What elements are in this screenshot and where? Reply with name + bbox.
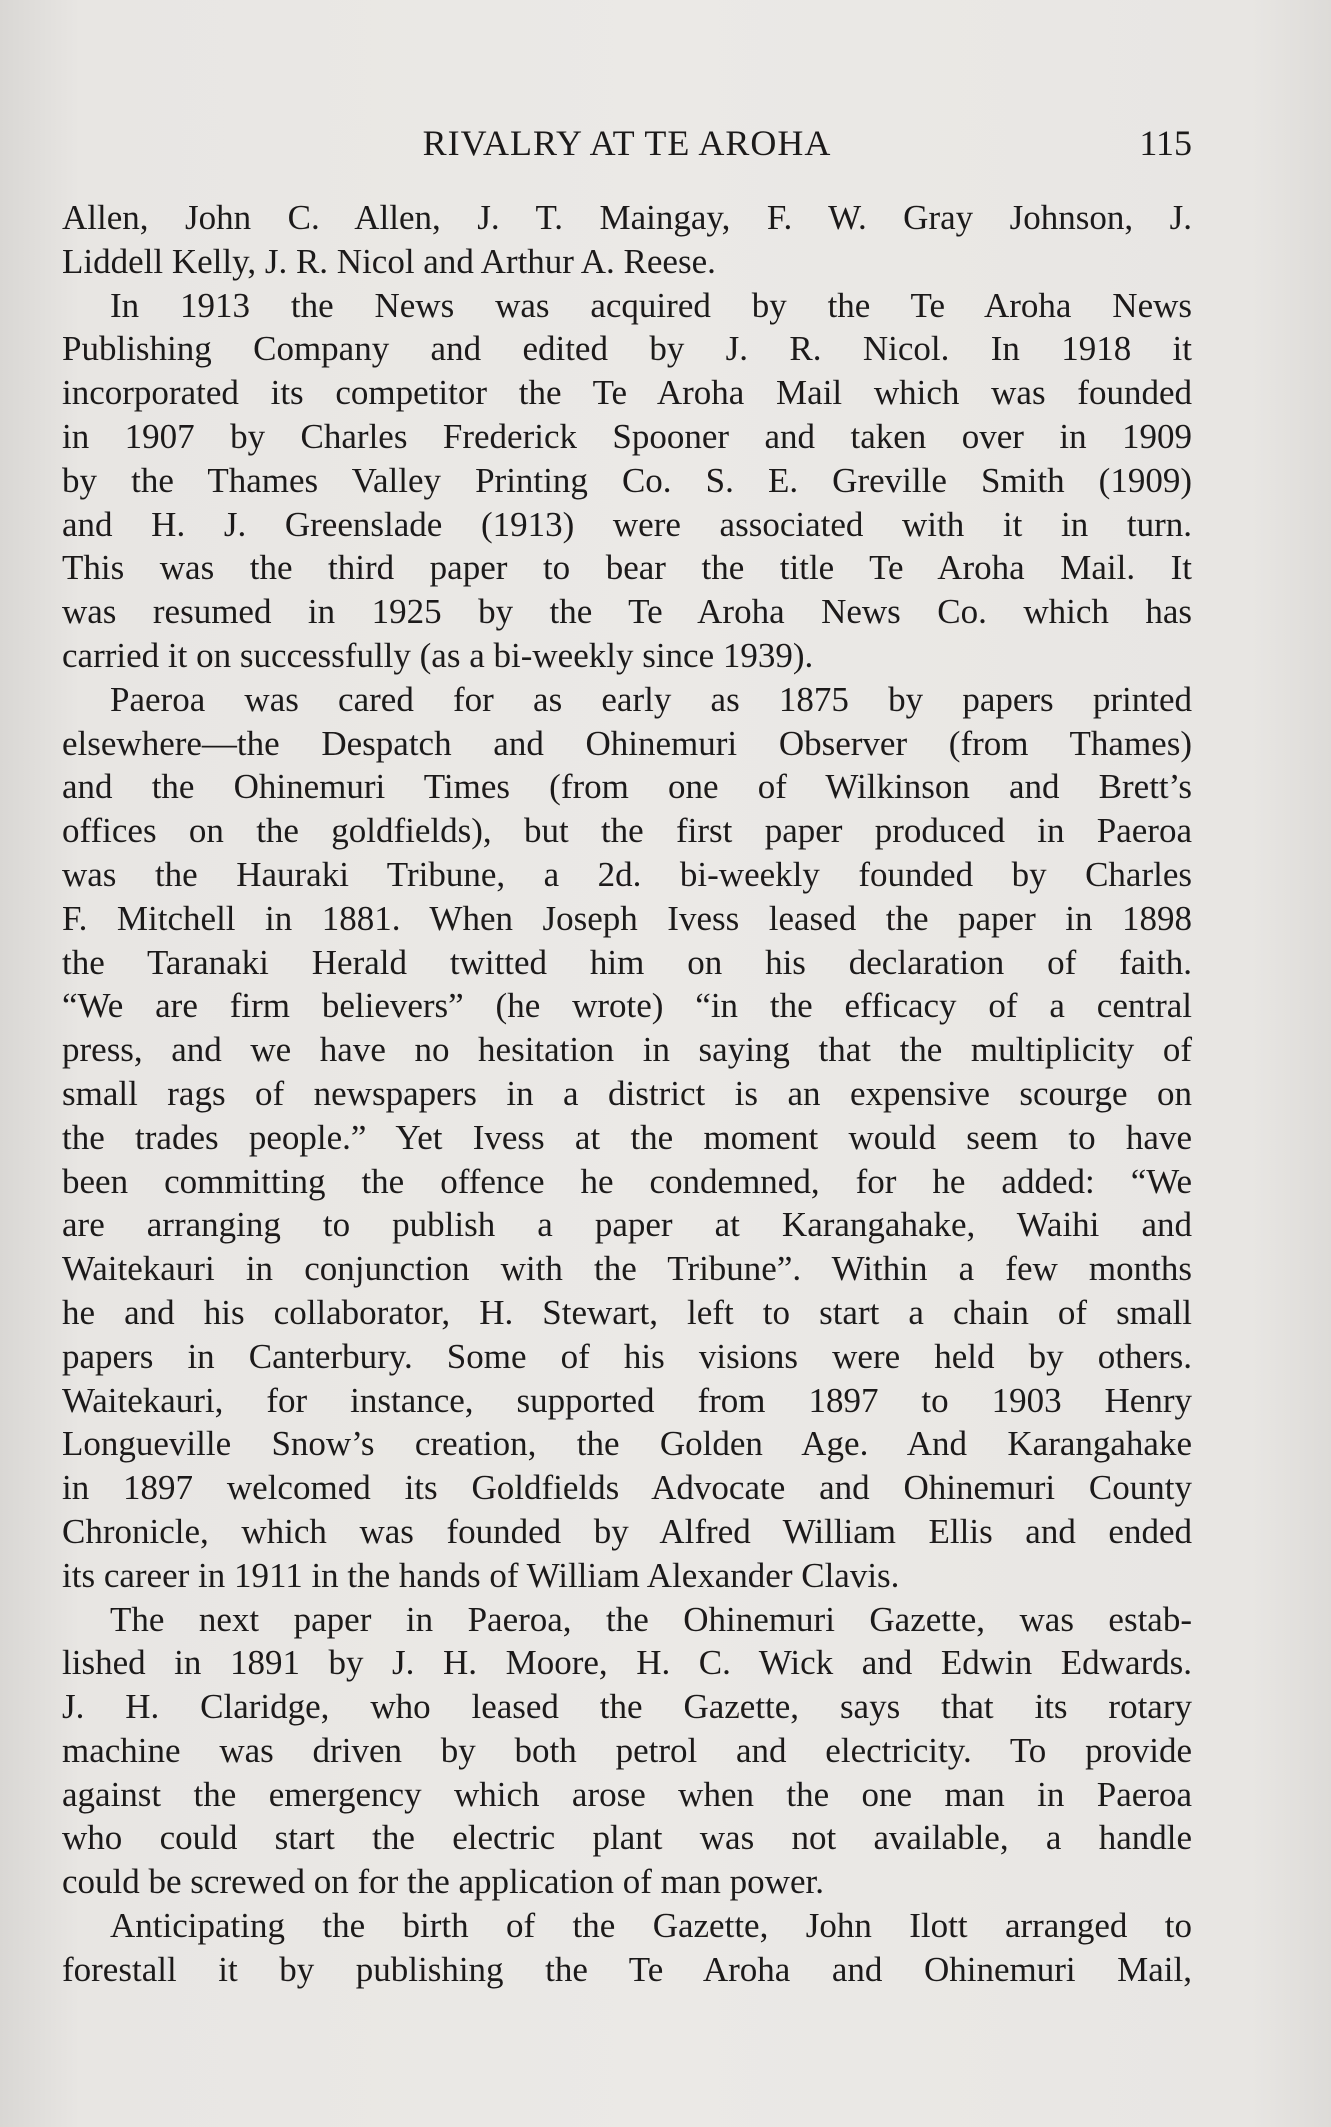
text-line: In 1913 the News was acquired by the Te Aroha News [110, 285, 1192, 325]
text-line: was the Hauraki Tribune, a 2d. bi-weekly founded by Charles [62, 854, 1192, 894]
text-line: Publishing Company and edited by J. R. Nicol. In 1918 it [62, 329, 1192, 369]
text-line: Longueville Snow’s creation, the Golden Age. And Karangahake [62, 1424, 1192, 1464]
text-line: offices on the goldfields), but the first paper produced in Paeroa [62, 811, 1192, 851]
text-line: Paeroa was cared for as early as 1875 by papers printed [110, 679, 1192, 719]
text-line: Anticipating the birth of the Gazette, John Ilott arranged to [110, 1906, 1192, 1946]
body-text [62, 196, 1192, 1992]
text-line: in 1907 by Charles Frederick Spooner and taken over in 1909 [62, 416, 1192, 456]
text-line: was resumed in 1925 by the Te Aroha News Co. which has [62, 592, 1192, 632]
text-line: in 1897 welcomed its Goldfields Advocate and Ohinemuri County [62, 1468, 1192, 1508]
text-line: against the emergency which arose when the one man in Paeroa [62, 1774, 1192, 1814]
text-line: “We are firm believers” (he wrote) “in the efficacy of a central [62, 986, 1192, 1026]
text-line: are arranging to publish a paper at Karangahake, Waihi and [62, 1205, 1192, 1245]
text-line: F. Mitchell in 1881. When Joseph Ivess leased the paper in 1898 [62, 898, 1192, 938]
text-line: Waitekauri, for instance, supported from 1897 to 1903 Henry [62, 1380, 1192, 1420]
running-title: RIVALRY AT TE AROHA [422, 123, 832, 163]
text-line: could be screwed on for the application of man power. [62, 1862, 824, 1902]
text-line: its career in 1911 in the hands of William Alexander Clavis. [62, 1555, 900, 1595]
text-line: small rags of newspapers in a district is an expensive scourge on [62, 1073, 1192, 1113]
text-line: and the Ohinemuri Times (from one of Wilkinson and Brett’s [62, 767, 1192, 807]
text-line: This was the third paper to bear the title Te Aroha Mail. It [62, 548, 1192, 588]
text-line: by the Thames Valley Printing Co. S. E. Greville Smith (1909) [62, 460, 1192, 500]
text-line: J. H. Claridge, who leased the Gazette, says that its rotary [62, 1687, 1192, 1727]
page-number: 115 [1139, 123, 1192, 163]
text-line: The next paper in Paeroa, the Ohinemuri Gazette, was estab- [110, 1599, 1192, 1639]
running-head [62, 118, 1192, 168]
text-line: been committing the offence he condemned, for he added: “We [62, 1161, 1192, 1201]
text-line: forestall it by publishing the Te Aroha and Ohinemuri Mail, [62, 1949, 1192, 1989]
text-line: lished in 1891 by J. H. Moore, H. C. Wick and Edwin Edwards. [62, 1643, 1192, 1683]
text-line: press, and we have no hesitation in saying that the multiplicity of [62, 1030, 1192, 1070]
text-line: elsewhere—the Despatch and Ohinemuri Observer (from Thames) [62, 723, 1192, 763]
text-line: Allen, John C. Allen, J. T. Maingay, F. W. Gray Johnson, J. [62, 198, 1192, 237]
text-line: incorporated its competitor the Te Aroha Mail which was founded [62, 373, 1192, 413]
text-line: papers in Canterbury. Some of his visions were held by others. [62, 1336, 1192, 1376]
text-line: and H. J. Greenslade (1913) were associated with it in turn. [62, 504, 1192, 544]
text-line: he and his collaborator, H. Stewart, left to start a chain of small [62, 1292, 1192, 1332]
text-line: Liddell Kelly, J. R. Nicol and Arthur A. Reese. [62, 241, 716, 281]
text-line: Waitekauri in conjunction with the Tribune”. Within a few months [62, 1249, 1192, 1289]
text-line: Chronicle, which was founded by Alfred William Ellis and ended [62, 1511, 1192, 1551]
text-line: the trades people.” Yet Ivess at the moment would seem to have [62, 1117, 1192, 1157]
text-line: who could start the electric plant was not available, a handle [62, 1818, 1192, 1858]
text-line: machine was driven by both petrol and electricity. To provide [62, 1730, 1192, 1770]
text-line: the Taranaki Herald twitted him on his declaration of faith. [62, 942, 1192, 982]
text-line: carried it on successfully (as a bi-weekly since 1939). [62, 635, 814, 675]
